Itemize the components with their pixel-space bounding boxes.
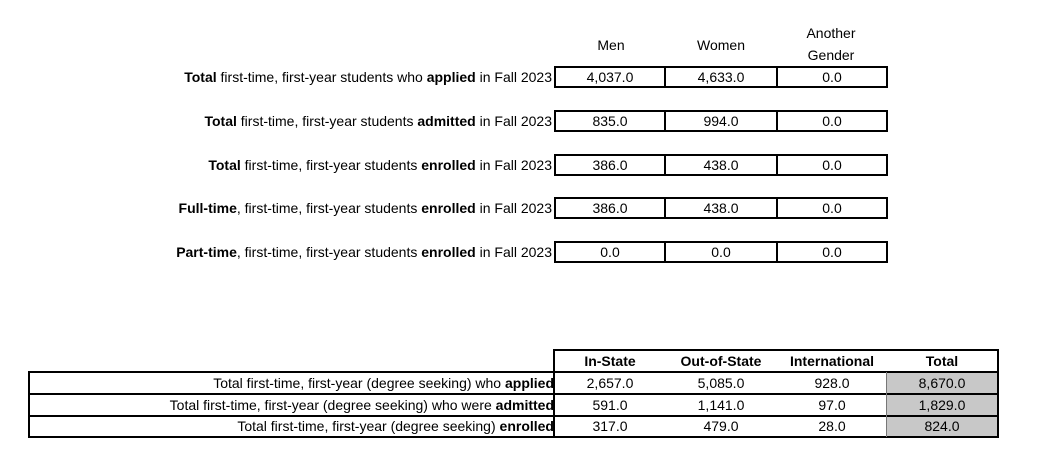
gender-row-label: Total first-time, first-year students who applied in Fall 2023 (184, 69, 552, 85)
gender-cell-men: 386.0 (554, 197, 666, 219)
gender-cell-women: 4,633.0 (664, 66, 778, 88)
col-header-another-gender-line1: Another (806, 25, 856, 41)
residency-cell-out-of-state: 1,141.0 (697, 397, 745, 413)
residency-cell-international: 928.0 (814, 375, 850, 391)
gender-cell-men: 835.0 (554, 110, 666, 132)
residency-cell-in-state: 591.0 (592, 397, 628, 413)
gender-cell-another: 0.0 (776, 110, 888, 132)
table-row (28, 395, 999, 416)
residency-cell-in-state: 317.0 (592, 418, 628, 434)
gender-cell-women: 438.0 (664, 154, 778, 176)
residency-cell-in-state: 2,657.0 (586, 375, 634, 391)
col-header-women: Women (697, 37, 745, 53)
residency-row-label: Total first-time, first-year (degree seeking) who applied (213, 375, 554, 391)
residency-row-label: Total first-time, first-year (degree seeking) who were admitted (169, 397, 554, 413)
gender-cell-women: 0.0 (664, 241, 778, 263)
col-header-international: International (789, 353, 874, 369)
gender-cell-another: 0.0 (776, 154, 888, 176)
residency-cell-total: 824.0 (924, 418, 960, 434)
residency-cell-out-of-state: 479.0 (703, 418, 739, 434)
col-header-another-gender (776, 22, 886, 66)
col-header-men: Men (597, 37, 625, 53)
gender-cell-men: 4,037.0 (554, 66, 666, 88)
gender-cell-another: 0.0 (776, 66, 888, 88)
gender-cell-another: 0.0 (776, 197, 888, 219)
residency-cell-total: 1,829.0 (918, 397, 966, 413)
table-row (28, 373, 999, 394)
col-header-in-state: In-State (584, 353, 636, 369)
gender-row-label: Total first-time, first-year students enrolled in Fall 2023 (208, 157, 552, 173)
gender-cell-women: 994.0 (664, 110, 778, 132)
gender-row-label: Part-time, first-time, first-year students enrolled in Fall 2023 (176, 244, 552, 260)
gender-row-label: Full-time, first-time, first-year students enrolled in Fall 2023 (178, 200, 552, 216)
residency-cell-out-of-state: 5,085.0 (697, 375, 745, 391)
residency-cell-international: 97.0 (818, 397, 846, 413)
gender-cell-another: 0.0 (776, 241, 888, 263)
gender-row-label: Total first-time, first-year students admitted in Fall 2023 (204, 113, 552, 129)
residency-row-label: Total first-time, first-year (degree seeking) enrolled (237, 418, 554, 434)
table-row (28, 416, 999, 437)
residency-cell-total: 8,670.0 (918, 375, 966, 391)
col-header-total: Total (925, 353, 959, 369)
gender-cell-men: 386.0 (554, 154, 666, 176)
col-header-another-gender-line2: Gender (807, 47, 855, 63)
residency-cell-international: 28.0 (818, 418, 846, 434)
col-header-out-of-state: Out-of-State (680, 353, 762, 369)
gender-cell-men: 0.0 (554, 241, 666, 263)
gender-cell-women: 438.0 (664, 197, 778, 219)
